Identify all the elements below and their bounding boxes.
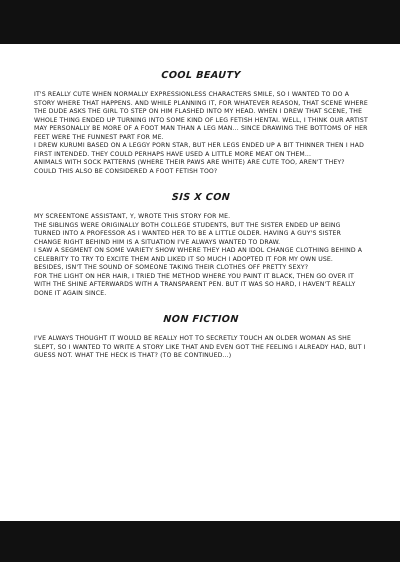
section-title: NON FICTION xyxy=(162,314,240,325)
afterword-content xyxy=(34,70,368,375)
paragraph: FOR THE LIGHT ON HER HAIR, I TRIED THE METHOD WHERE YOU PAINT IT BLACK, THEN GO OVER IT WITH THE SHINE AFTERWARDS WITH A TRANSPARENT PEN. BUT IT WAS SO HARD, I HAVEN'T REALLY DONE IT AGAIN SINCE. xyxy=(34,272,356,297)
paragraph: IT'S REALLY CUTE WHEN NORMALLY EXPRESSIONLESS CHARACTERS SMILE, SO I WANTED TO DO A STORY WHERE THAT HAPPENS. AND WHILE PLANNING IT, FOR WHATEVER REASON, THAT SCENE WHERE THE DUDE ASKS THE GIRL TO STEP ON HIM FLASHED INTO MY HEAD. WHEN I DREW THAT SCENE, THE WHOLE THING ENDED UP TURNING INTO SOME KIND OF LEG FETISH HENTAI. WELL, I THINK OUR ARTIST MAY PERSONALLY BE MORE OF A FOOT MAN THAN A LEG MAN... SINCE DRAWING THE BOTTOMS OF HER FEET WERE THE FUNNEST PART FOR ME. xyxy=(34,91,368,141)
section-title: SIS X CON xyxy=(171,192,231,203)
paragraph: ANIMALS WITH SOCK PATTERNS (WHERE THEIR PAWS ARE WHITE) ARE CUTE TOO, AREN'T THEY? COULD THIS ALSO BE CONSIDERED A FOOT FETISH TOO? xyxy=(34,159,345,175)
section-non-fiction xyxy=(34,314,368,361)
paragraph: MY SCREENTONE ASSISTANT, Y, WROTE THIS STORY FOR ME. xyxy=(34,213,231,220)
section-body xyxy=(34,335,368,361)
section-cool-beauty xyxy=(34,70,368,176)
paragraph: I SAW A SEGMENT ON SOME VARIETY SHOW WHERE THEY HAD AN IDOL CHANGE CLOTHING BEHIND A CELEBRITY TO TRY TO EXCITE THEM AND LIKED IT SO MUCH I ADOPTED IT FOR MY OWN USE. xyxy=(34,247,363,263)
section-title: COOL BEAUTY xyxy=(160,70,242,81)
section-body xyxy=(34,91,368,176)
section-sis-x-con xyxy=(34,192,368,298)
paragraph: THE SIBLINGS WERE ORIGINALLY BOTH COLLEGE STUDENTS, BUT THE SISTER ENDED UP BEING TURNED INTO A PROFESSOR AS I WANTED HER TO BE A LITTLE OLDER. HAVING A GUY'S SISTER CHANGE RIGHT BEHIND HIM IS A SITUATION I'VE ALWAYS WANTED TO DRAW. xyxy=(34,221,342,246)
section-body xyxy=(34,213,368,298)
paragraph: I'VE ALWAYS THOUGHT IT WOULD BE REALLY HOT TO SECRETLY TOUCH AN OLDER WOMAN AS SHE SLEPT, SO I WANTED TO WRITE A STORY LIKE THAT AND EVEN GOT THE FEELING I ALREADY HAD, BUT I GUESS NOT. WHAT THE HECK IS THAT? (TO BE CONTINUED...) xyxy=(34,335,366,359)
paragraph: I DREW KURUMI BASED ON A LEGGY PORN STAR, BUT HER LEGS ENDED UP A BIT THINNER THEN I HAD FIRST INTENDED. THEY COULD PERHAPS HAVE USED A LITTLE MORE MEAT ON THEM... xyxy=(34,142,364,158)
bottom-border-bar xyxy=(0,521,400,562)
top-border-bar xyxy=(0,0,400,44)
paragraph: BESIDES, ISN'T THE SOUND OF SOMEONE TAKING THEIR CLOTHES OFF PRETTY SEXY? xyxy=(34,264,309,271)
